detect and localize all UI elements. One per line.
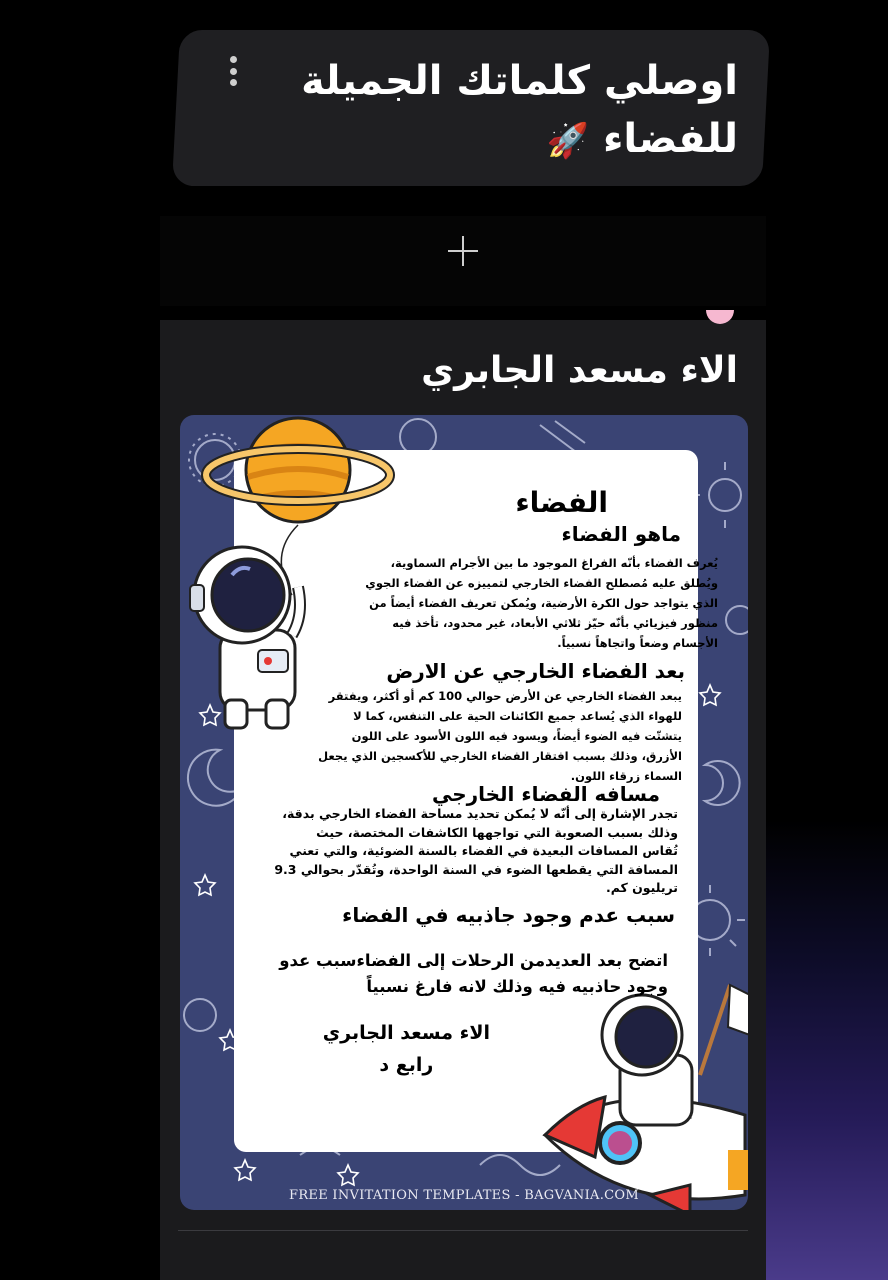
astronaut-rocket-icon [545,985,748,1210]
section-body: اتضح بعد العديدمن الرحلات إلى الفضاءسبب عدو وجود حاذبيه فيه وذلك لانه فارغ نسبياً [279,951,668,996]
section-heading: سبب عدم وجود جاذبيه في الفضاء [342,903,675,927]
document-signature: الاء مسعد الجابري رابع د [322,1022,490,1076]
rocket-emoji: 🚀 [546,121,590,161]
background-glow [758,820,888,1280]
section-body: تجدر الإشارة إلى أنّه لا يُمكن تحديد مساحة الفضاء الخارجي بدقة، وذلك بسبب الصعوبة التي تواجهها الكاشفات المختصة، حيث تُقاس المسافات البعيدة في الفضاء بالسنة الضوئية، والتي تعني المسافة التي يقطعها الضوء في السنة الواحدة، وتُقدّر بحوالي 9.3 تريليون كم. [274,806,678,895]
document-title: الفضاء [515,486,608,519]
template-credit: FREE INVITATION TEMPLATES - BAGVANIA.COM [289,1188,639,1203]
prompt-title-line2: للفضاء 🚀 [546,116,738,162]
plus-icon[interactable] [446,234,480,268]
prompt-title [218,52,738,170]
astronaut-balloon-icon [190,547,300,728]
section-heading: مسافه الفضاء الخارجي [431,782,660,806]
section-heading: ماهو الفضاء [561,522,681,546]
prompt-title-line1: اوصلي كلماتك الجميلة [301,58,738,104]
section-body: يُعرف الفضاء بأنّه الفراغ الموجود ما بين الأجرام السماوية، ويُطلق عليه مُصطلح الفضاء الخارجي لتمييزه عن الفضاء الجوي الذي يتواجد حول الكرة الأرضية، ويُمكن تعريف الفضاء أيضاً من منظور فيزيائي بأنّه حيّز ثلاثي الأبعاد، غير محدود، تأخذ فيه الأجسام وضعاً واتجاهاً نسبياً. [365,556,718,650]
section-body: يبعد الفضاء الخارجي عن الأرض حوالي 100 كم أو أكثر، ويفتقر للهواء الذي يُساعد جميع الكائنات الحية على التنفس، كما لا يتشتّت فيه الضوء أيضاً، ويسود فيه اللون الأسود على اللون الأزرق، وذلك بسبب افتقار الفضاء الخارجي للأكسجين الذي يجعل السماء زرقاء اللون. [318,689,682,783]
section-heading: بعد الفضاء الخارجي عن الارض [386,659,685,683]
post-author: الاء مسعد الجابري [421,350,738,391]
divider [178,1230,748,1231]
